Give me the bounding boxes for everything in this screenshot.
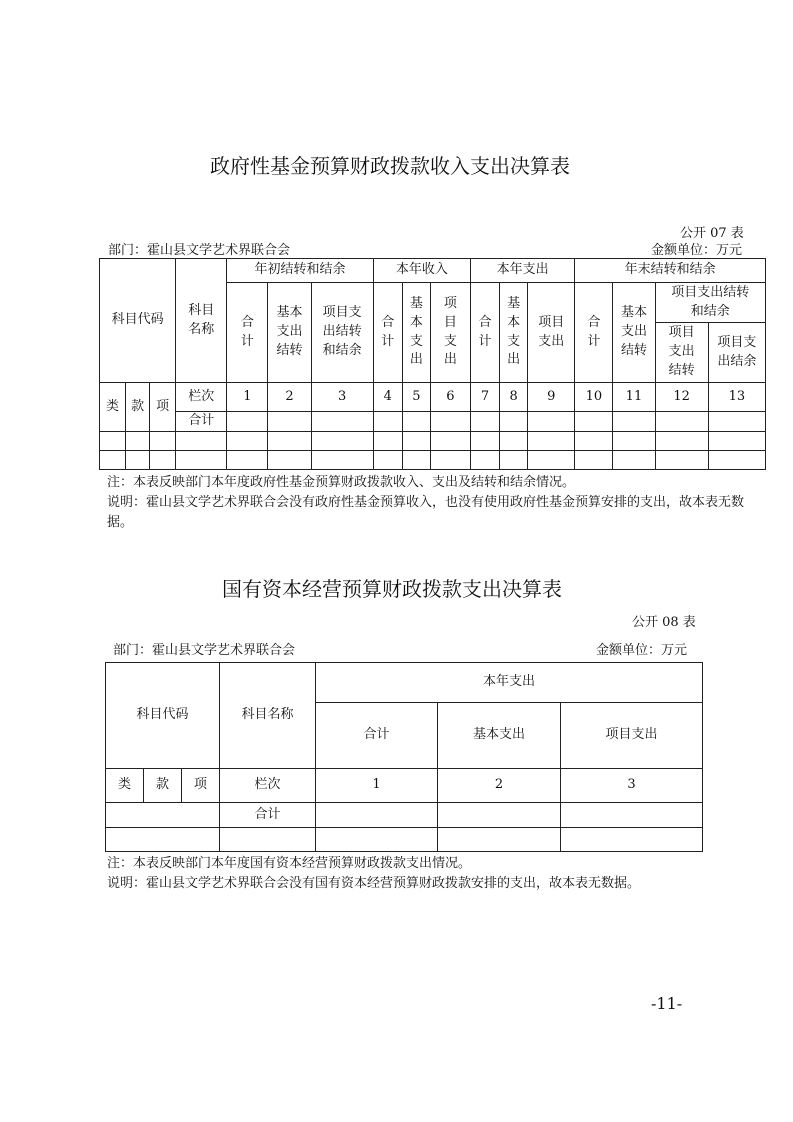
t1-col-num: 4 (373, 383, 402, 412)
table-row (100, 412, 766, 432)
t1-end-total: 合计 (575, 283, 613, 383)
t1-col-num: 1 (227, 383, 268, 412)
table1-unit: 金额单位：万元 (651, 243, 743, 258)
table-row (100, 451, 766, 470)
t1-income-project: 项目支出 (430, 283, 470, 383)
page-number: -11- (651, 994, 683, 1013)
t1-end-project-balance: 项目支出结余 (708, 323, 765, 383)
table1-dept: 部门：霍山县文学艺术界联合会 (108, 243, 291, 258)
t2-project-header: 项目支出 (561, 703, 703, 769)
table1-note: 注：本表反映部门本年度政府性基金预算财政拨款收入、支出及结转和结余情况。 (107, 475, 576, 490)
t2-heji: 合计 (220, 803, 316, 828)
t2-expense-header: 本年支出 (316, 663, 703, 703)
t1-income-header: 本年收入 (373, 259, 470, 283)
table2-title: 国有资本经营预算财政拨款支出决算表 (222, 577, 562, 601)
t1-xiang: 项 (150, 383, 176, 432)
table-row (106, 828, 703, 852)
t1-heji: 合计 (176, 412, 227, 432)
t1-begin-project-carry-balance: 项目支出结转和结余 (311, 283, 373, 383)
t2-subject-name-header: 科目名称 (220, 663, 316, 769)
t1-col-num: 10 (575, 383, 613, 412)
t1-subject-name-header: 科目名称 (176, 259, 227, 383)
t1-end-project-group: 项目支出结转和结余 (655, 283, 765, 323)
t1-end-basic-carry: 基本支出结转 (613, 283, 655, 383)
t2-lanci: 栏次 (220, 769, 316, 803)
t2-col-num: 2 (438, 769, 561, 803)
t1-col-num: 13 (708, 383, 765, 412)
t2-col-num: 1 (316, 769, 438, 803)
t2-basic-header: 基本支出 (438, 703, 561, 769)
table-row (106, 803, 703, 828)
t2-lei: 类 (106, 769, 144, 803)
t1-col-num: 9 (528, 383, 575, 412)
t1-col-num: 11 (613, 383, 655, 412)
table-row (100, 432, 766, 451)
table2-code: 公开 08 表 (632, 615, 696, 630)
t1-subject-code-header: 科目代码 (100, 259, 176, 383)
t2-kuan: 款 (144, 769, 182, 803)
t1-income-total: 合计 (373, 283, 402, 383)
t1-expense-basic: 基本支出 (500, 283, 528, 383)
t1-col-num: 7 (471, 383, 500, 412)
t1-col-num: 5 (402, 383, 430, 412)
t2-col-num: 3 (561, 769, 703, 803)
t1-col-num: 6 (430, 383, 470, 412)
t1-expense-total: 合计 (471, 283, 500, 383)
table1 (99, 258, 766, 470)
t1-expense-header: 本年支出 (471, 259, 575, 283)
t1-col-num: 2 (268, 383, 311, 412)
t1-col-num: 12 (655, 383, 708, 412)
table2-note: 注：本表反映部门本年度国有资本经营预算财政拨款支出情况。 (107, 856, 472, 871)
t1-year-begin-header: 年初结转和结余 (227, 259, 373, 283)
t1-begin-basic-carry: 基本支出结转 (268, 283, 311, 383)
table2-explanation: 说明：霍山县文学艺术界联合会没有国有资本经营预算财政拨款安排的支出，故本表无数据。 (107, 876, 641, 891)
t1-col-num: 3 (311, 383, 373, 412)
t1-lei: 类 (100, 383, 126, 432)
t2-xiang: 项 (182, 769, 220, 803)
t1-expense-project: 项目支出 (528, 283, 575, 383)
t1-kuan: 款 (126, 383, 150, 432)
t1-lanci: 栏次 (176, 383, 227, 412)
t1-income-basic: 基本支出 (402, 283, 430, 383)
t2-subject-code-header: 科目代码 (106, 663, 220, 769)
table2 (105, 662, 703, 852)
table1-title: 政府性基金预算财政拨款收入支出决算表 (210, 154, 570, 178)
table1-code: 公开 07 表 (680, 226, 744, 241)
table2-dept: 部门：霍山县文学艺术界联合会 (113, 643, 296, 658)
table2-unit: 金额单位：万元 (596, 643, 688, 658)
t1-end-project-carry: 项目支出结转 (655, 323, 708, 383)
table1-explanation: 说明：霍山县文学艺术界联合会没有政府性基金预算收入，也没有使用政府性基金预算安排的支出，故本表无数据。 (107, 495, 745, 530)
t1-col-num: 8 (500, 383, 528, 412)
t2-total-header: 合计 (316, 703, 438, 769)
t1-year-end-header: 年末结转和结余 (575, 259, 766, 283)
t1-begin-total: 合计 (227, 283, 268, 383)
